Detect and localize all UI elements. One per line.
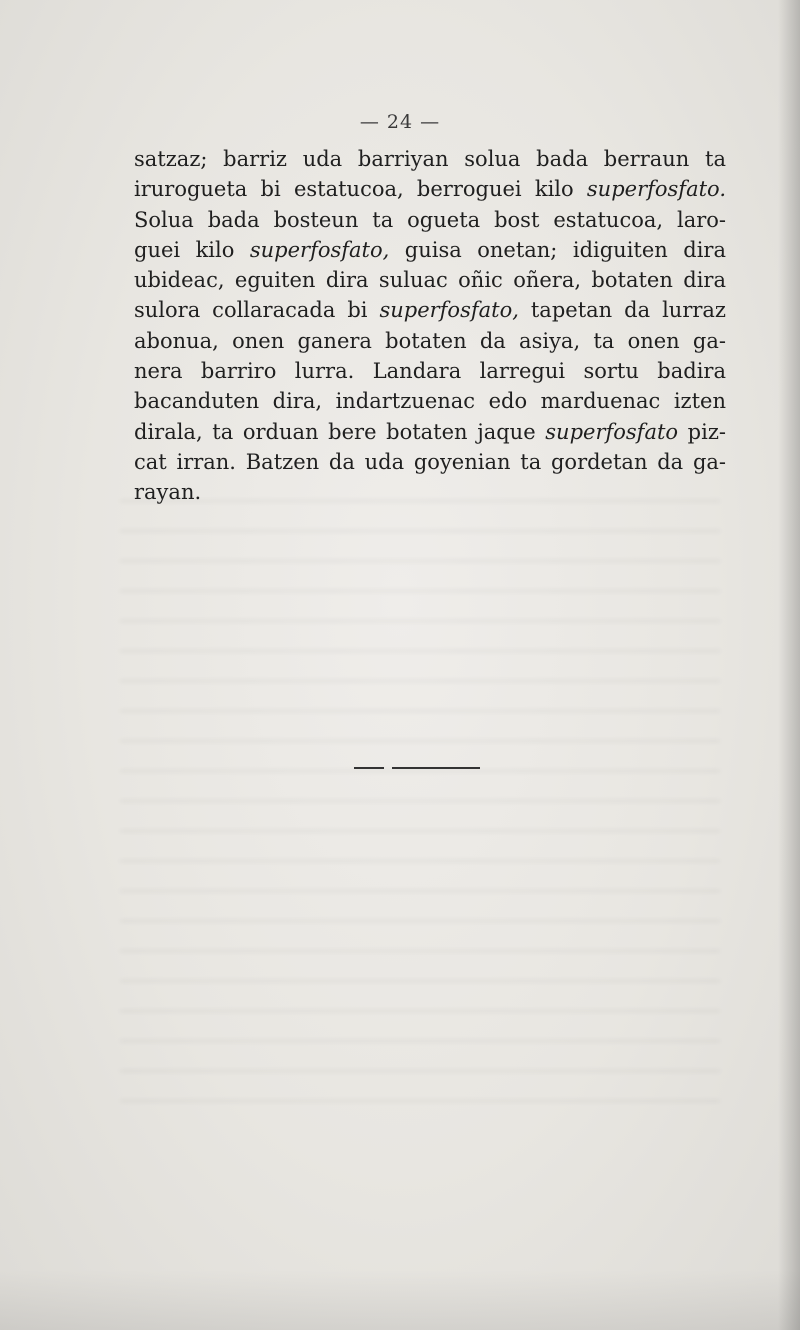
- text-run: sulora collaracada bi: [134, 298, 380, 323]
- section-divider-left: [354, 767, 384, 769]
- text-run: tapetan da lurraz: [518, 298, 726, 323]
- text-line: [134, 295, 726, 325]
- text-run: nera barriro lurra. Landara larregui sortu badira: [134, 359, 726, 384]
- text-line: [134, 235, 726, 265]
- text-run: guisa onetan; idiguiten dira: [389, 237, 726, 262]
- page-bottom-shadow: [0, 1270, 800, 1330]
- page-edge-shadow: [778, 0, 800, 1330]
- italic-term: superfosfato.: [586, 177, 726, 202]
- text-line: [134, 386, 726, 416]
- italic-term: superfosfato: [545, 419, 679, 444]
- text-line: [134, 417, 726, 447]
- text-run: Solua bada bosteun ta ogueta bost estatucoa, laro-: [134, 207, 726, 232]
- bleed-through-texture: [120, 480, 720, 1120]
- text-line: [134, 326, 726, 356]
- text-line: [134, 205, 726, 235]
- text-run: dirala, ta orduan bere botaten jaque: [134, 419, 546, 444]
- page-number: — 24 —: [359, 111, 441, 133]
- text-run: piz-: [678, 419, 726, 444]
- text-run: bacanduten dira, indartzuenac edo marduenac izten: [134, 389, 726, 414]
- italic-term: superfosfato,: [379, 298, 519, 323]
- text-line: [134, 265, 726, 295]
- text-line: [134, 477, 726, 507]
- text-run: ubideac, eguiten dira suluac oñic oñera, botaten dira: [134, 268, 726, 293]
- text-line: [134, 144, 726, 174]
- text-run: rayan.: [134, 480, 202, 505]
- italic-term: superfosfato,: [249, 237, 390, 262]
- text-run: cat irran. Batzen da uda goyenian ta gordetan da ga-: [134, 449, 726, 474]
- section-divider-right: [392, 767, 480, 769]
- body-paragraph: [134, 144, 726, 508]
- text-run: satzaz; barriz uda barriyan solua bada berraun ta: [134, 147, 726, 171]
- text-line: [134, 174, 726, 204]
- text-run: abonua, onen ganera botaten da asiya, ta onen ga-: [134, 328, 726, 353]
- text-run: irurogueta bi estatucoa, berroguei kilo: [134, 177, 587, 202]
- text-line: [134, 356, 726, 386]
- text-line: [134, 447, 726, 477]
- text-run: guei kilo: [134, 237, 250, 262]
